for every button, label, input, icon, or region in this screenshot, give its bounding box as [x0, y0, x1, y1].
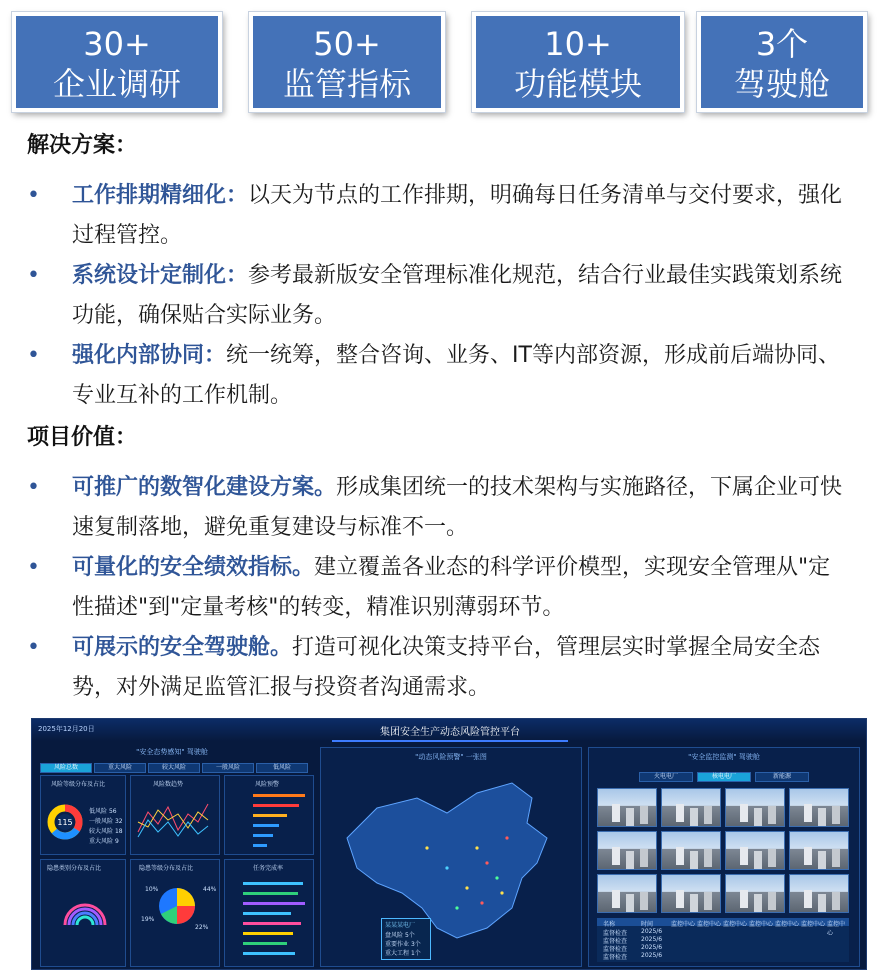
- plant-photo: [597, 874, 657, 913]
- risk-trend-panel: [130, 775, 220, 855]
- pie-label: 44%: [203, 886, 217, 893]
- stat-tile-modules: [472, 12, 684, 112]
- stat-number: 10+: [544, 25, 612, 63]
- value-heading: 项目价值：: [27, 425, 138, 450]
- left-tab[interactable]: 较大风险: [148, 763, 200, 773]
- plant-photo: [725, 831, 785, 870]
- table-row: 监督检查: [603, 938, 628, 945]
- item-text: 形成集团统一的技术架构与实施路径，下属企业可快速复制落地，避免重复建设与标准不一。: [72, 475, 843, 540]
- plant-photo: [725, 788, 785, 827]
- plant-photo: [725, 874, 785, 913]
- plant-photo: [789, 831, 849, 870]
- item-title: 工作排期精细化：: [72, 183, 249, 208]
- stat-label: 驾驶舱: [733, 65, 830, 103]
- right-tab[interactable]: 火电电厂: [639, 772, 693, 782]
- legend-item: 低风险 56: [89, 808, 117, 815]
- center-cockpit-title: "动态风险预警" 一张图: [415, 753, 487, 761]
- china-map: [327, 768, 577, 963]
- stat-label: 企业调研: [52, 65, 181, 103]
- bullet-icon: •: [27, 635, 40, 660]
- bullet-icon: •: [27, 263, 40, 288]
- legend-item: 一般风险 32: [89, 818, 123, 825]
- risk-level-panel: [40, 775, 126, 855]
- value-item: [27, 468, 847, 548]
- monitor-table: 名称 时间 监控中心 监控中心 监控中心 监控中心 监控中心 监控中心 监控中心 监督检查 监督检查 监督检查 监督检查 2025/6 2025/6 2025/6 2025/6: [597, 918, 849, 962]
- dashboard-title: 集团安全生产动态风险管控平台: [332, 723, 568, 742]
- solution-item: [27, 256, 847, 336]
- right-tab[interactable]: 新能源: [755, 772, 809, 782]
- stat-tile-enterprise: [12, 12, 222, 112]
- left-cockpit-title: "安全态势感知" 驾驶舱: [136, 748, 208, 756]
- popup-title: 某某某电厂: [385, 922, 416, 929]
- item-text: 参考最新版安全管理标准化规范，结合行业最佳实践策划系统功能，确保贴合实际业务。: [72, 263, 843, 328]
- bullet-icon: •: [27, 555, 40, 580]
- stat-tile-cockpits: [697, 12, 867, 112]
- panel-title: 隐患类别分布及占比: [47, 865, 102, 872]
- item-title: 可量化的安全绩效指标。: [72, 555, 315, 580]
- left-tab[interactable]: 风险总数: [40, 763, 92, 773]
- table-row: 监督检查: [603, 946, 628, 953]
- risk-map-panel: [320, 747, 582, 967]
- panel-title: 风险数趋势: [153, 781, 184, 788]
- hazard-category-panel: [40, 859, 126, 967]
- plant-photo: [789, 788, 849, 827]
- bullet-icon: •: [27, 343, 40, 368]
- left-tab[interactable]: 低风险: [256, 763, 308, 773]
- panel-title: 隐患等级分布及占比: [139, 865, 194, 872]
- plant-photo: [661, 874, 721, 913]
- bullet-icon: •: [27, 183, 40, 208]
- stat-number: 50+: [313, 25, 381, 63]
- panel-title: 风险等级分布及占比: [51, 781, 106, 788]
- item-title: 强化内部协同：: [72, 343, 227, 368]
- plant-photo: [789, 874, 849, 913]
- stat-tile-indicators: [249, 12, 445, 112]
- right-cockpit-title: "安全监控监测" 驾驶舱: [688, 753, 760, 761]
- plant-photo: [661, 788, 721, 827]
- solution-item: [27, 336, 847, 416]
- value-item: [27, 548, 847, 628]
- hazard-level-panel: [130, 859, 220, 967]
- item-text: 以天为节点的工作排期，明确每日任务清单与交付要求，强化过程管控。: [72, 183, 843, 248]
- plant-photo: [597, 831, 657, 870]
- plant-photo: [661, 831, 721, 870]
- stat-label: 监管指标: [282, 65, 411, 103]
- item-title: 可展示的安全驾驶舱。: [72, 635, 293, 660]
- item-title: 系统设计定制化：: [72, 263, 249, 288]
- plant-photo: [597, 788, 657, 827]
- hazard-pie-chart: [155, 884, 199, 928]
- pie-label: 22%: [195, 924, 209, 931]
- stat-number: 3个: [755, 25, 809, 63]
- dashboard-screenshot: [31, 718, 867, 970]
- dashboard-date: 2025年12月20日: [38, 725, 95, 733]
- pie-label: 10%: [145, 886, 159, 893]
- left-tab[interactable]: 一般风险: [202, 763, 254, 773]
- item-text: 建立覆盖各业态的科学评价模型，实现安全管理从"定性描述"到"定量考核"的转变，精准识别薄弱环节。: [72, 555, 831, 620]
- donut-value: 115: [57, 818, 73, 827]
- risk-donut-chart: [45, 802, 85, 842]
- task-completion-panel: [224, 859, 314, 967]
- table-row: 监督检查: [603, 954, 628, 961]
- item-text: 统一统筹，整合咨询、业务、IT等内部资源，形成前后端协同、专业互补的工作机制。: [72, 343, 840, 408]
- right-tab[interactable]: 核电电厂: [697, 772, 751, 782]
- left-tab[interactable]: 重大风险: [94, 763, 146, 773]
- item-title: 可推广的数智化建设方案。: [72, 475, 337, 500]
- stat-label: 功能模块: [513, 65, 642, 103]
- risk-trend-chart: [136, 792, 216, 847]
- hazard-radial-chart: [55, 880, 115, 930]
- pie-label: 19%: [141, 916, 155, 923]
- bullet-icon: •: [27, 475, 40, 500]
- risk-warning-panel: [224, 775, 314, 855]
- panel-title: 风险预警: [255, 781, 280, 788]
- table-row: 监督检查: [603, 930, 628, 937]
- monitoring-panel: [588, 747, 860, 967]
- value-item: [27, 628, 847, 708]
- legend-item: 较大风险 18: [89, 828, 123, 835]
- panel-title: 任务完成率: [253, 865, 284, 872]
- legend-item: 重大风险 9: [89, 838, 119, 845]
- map-popup: 某某某电厂 盘风险 5个 重要作业 3个 重大工程 1个: [381, 918, 431, 960]
- solution-item: [27, 176, 847, 256]
- stat-number: 30+: [83, 25, 151, 63]
- solution-heading: 解决方案：: [27, 133, 138, 158]
- item-text: 打造可视化决策支持平台，管理层实时掌握全局安全态势，对外满足监管汇报与投资者沟通需求。: [72, 635, 821, 700]
